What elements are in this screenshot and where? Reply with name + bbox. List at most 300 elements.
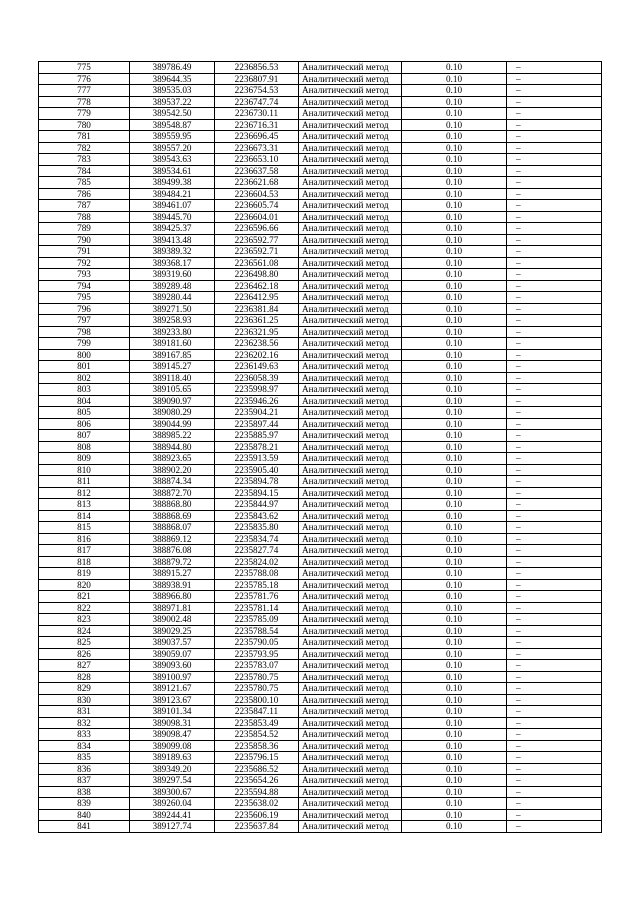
y-coordinate-cell: 2235800.10	[215, 694, 299, 706]
point-number-cell: 815	[39, 522, 130, 534]
y-coordinate-cell: 2235594.88	[215, 786, 299, 798]
point-number-cell: 836	[39, 763, 130, 775]
table-row	[39, 108, 602, 120]
y-coordinate-cell: 2236605.74	[215, 200, 299, 212]
extra-cell: –	[507, 372, 602, 384]
extra-cell: –	[507, 637, 602, 649]
point-number-cell: 813	[39, 499, 130, 511]
accuracy-cell: 0.10	[402, 269, 507, 281]
point-number-cell: 832	[39, 717, 130, 729]
y-coordinate-cell: 2235834.74	[215, 533, 299, 545]
x-coordinate-cell: 389090.97	[130, 395, 215, 407]
table-row	[39, 522, 602, 534]
table-row	[39, 602, 602, 614]
y-coordinate-cell: 2236592.71	[215, 246, 299, 258]
extra-cell: –	[507, 338, 602, 350]
extra-cell: –	[507, 464, 602, 476]
y-coordinate-cell: 2235904.21	[215, 407, 299, 419]
accuracy-cell: 0.10	[402, 62, 507, 74]
point-number-cell: 826	[39, 648, 130, 660]
accuracy-cell: 0.10	[402, 119, 507, 131]
point-number-cell: 841	[39, 821, 130, 833]
table-row	[39, 821, 602, 833]
point-number-cell: 779	[39, 108, 130, 120]
table-row	[39, 223, 602, 235]
extra-cell: –	[507, 522, 602, 534]
accuracy-cell: 0.10	[402, 660, 507, 672]
x-coordinate-cell: 389118.40	[130, 372, 215, 384]
extra-cell: –	[507, 798, 602, 810]
extra-cell: –	[507, 568, 602, 580]
y-coordinate-cell: 2235946.26	[215, 395, 299, 407]
extra-cell: –	[507, 533, 602, 545]
accuracy-cell: 0.10	[402, 775, 507, 787]
accuracy-cell: 0.10	[402, 729, 507, 741]
table-row	[39, 591, 602, 603]
x-coordinate-cell: 389145.27	[130, 361, 215, 373]
method-cell: Аналитический метод	[299, 763, 402, 775]
x-coordinate-cell: 389559.95	[130, 131, 215, 143]
accuracy-cell: 0.10	[402, 694, 507, 706]
y-coordinate-cell: 2235897.44	[215, 418, 299, 430]
point-number-cell: 833	[39, 729, 130, 741]
method-cell: Аналитический метод	[299, 809, 402, 821]
x-coordinate-cell: 389037.57	[130, 637, 215, 649]
x-coordinate-cell: 389167.85	[130, 349, 215, 361]
method-cell: Аналитический метод	[299, 568, 402, 580]
table-row	[39, 200, 602, 212]
y-coordinate-cell: 2236653.10	[215, 154, 299, 166]
extra-cell: –	[507, 384, 602, 396]
table-row	[39, 441, 602, 453]
x-coordinate-cell: 389534.61	[130, 165, 215, 177]
point-number-cell: 788	[39, 211, 130, 223]
x-coordinate-cell: 389445.70	[130, 211, 215, 223]
x-coordinate-cell: 389260.04	[130, 798, 215, 810]
y-coordinate-cell: 2235654.26	[215, 775, 299, 787]
table-row	[39, 487, 602, 499]
accuracy-cell: 0.10	[402, 349, 507, 361]
y-coordinate-cell: 2235790.05	[215, 637, 299, 649]
x-coordinate-cell: 389105.65	[130, 384, 215, 396]
y-coordinate-cell: 2235844.97	[215, 499, 299, 511]
y-coordinate-cell: 2235894.78	[215, 476, 299, 488]
x-coordinate-cell: 389297.54	[130, 775, 215, 787]
x-coordinate-cell: 389059.07	[130, 648, 215, 660]
table-row	[39, 395, 602, 407]
y-coordinate-cell: 2235878.21	[215, 441, 299, 453]
table-row	[39, 545, 602, 557]
point-number-cell: 805	[39, 407, 130, 419]
accuracy-cell: 0.10	[402, 85, 507, 97]
table-row	[39, 533, 602, 545]
method-cell: Аналитический метод	[299, 384, 402, 396]
table-row	[39, 717, 602, 729]
x-coordinate-cell: 389044.99	[130, 418, 215, 430]
x-coordinate-cell: 389271.50	[130, 303, 215, 315]
extra-cell: –	[507, 73, 602, 85]
y-coordinate-cell: 2236238.56	[215, 338, 299, 350]
extra-cell: –	[507, 62, 602, 74]
x-coordinate-cell: 389258.93	[130, 315, 215, 327]
point-number-cell: 835	[39, 752, 130, 764]
x-coordinate-cell: 389557.20	[130, 142, 215, 154]
y-coordinate-cell: 2236604.01	[215, 211, 299, 223]
accuracy-cell: 0.10	[402, 303, 507, 315]
method-cell: Аналитический метод	[299, 786, 402, 798]
y-coordinate-cell: 2236498.80	[215, 269, 299, 281]
method-cell: Аналитический метод	[299, 671, 402, 683]
x-coordinate-cell: 389189.63	[130, 752, 215, 764]
x-coordinate-cell: 389413.48	[130, 234, 215, 246]
table-row	[39, 763, 602, 775]
accuracy-cell: 0.10	[402, 510, 507, 522]
point-number-cell: 814	[39, 510, 130, 522]
point-number-cell: 821	[39, 591, 130, 603]
point-number-cell: 811	[39, 476, 130, 488]
extra-cell: –	[507, 476, 602, 488]
accuracy-cell: 0.10	[402, 809, 507, 821]
x-coordinate-cell: 389289.48	[130, 280, 215, 292]
accuracy-cell: 0.10	[402, 602, 507, 614]
y-coordinate-cell: 2236321.95	[215, 326, 299, 338]
point-number-cell: 798	[39, 326, 130, 338]
method-cell: Аналитический метод	[299, 637, 402, 649]
method-cell: Аналитический метод	[299, 280, 402, 292]
extra-cell: –	[507, 729, 602, 741]
extra-cell: –	[507, 326, 602, 338]
method-cell: Аналитический метод	[299, 108, 402, 120]
accuracy-cell: 0.10	[402, 648, 507, 660]
accuracy-cell: 0.10	[402, 372, 507, 384]
y-coordinate-cell: 2235780.75	[215, 671, 299, 683]
method-cell: Аналитический метод	[299, 257, 402, 269]
accuracy-cell: 0.10	[402, 73, 507, 85]
x-coordinate-cell: 389548.87	[130, 119, 215, 131]
extra-cell: –	[507, 579, 602, 591]
extra-cell: –	[507, 602, 602, 614]
table-row	[39, 269, 602, 281]
method-cell: Аналитический метод	[299, 740, 402, 752]
accuracy-cell: 0.10	[402, 246, 507, 258]
extra-cell: –	[507, 200, 602, 212]
point-number-cell: 809	[39, 453, 130, 465]
accuracy-cell: 0.10	[402, 361, 507, 373]
accuracy-cell: 0.10	[402, 545, 507, 557]
extra-cell: –	[507, 671, 602, 683]
y-coordinate-cell: 2236462.18	[215, 280, 299, 292]
accuracy-cell: 0.10	[402, 625, 507, 637]
extra-cell: –	[507, 407, 602, 419]
point-number-cell: 806	[39, 418, 130, 430]
accuracy-cell: 0.10	[402, 821, 507, 833]
table-row	[39, 234, 602, 246]
table-row	[39, 188, 602, 200]
table-row	[39, 614, 602, 626]
extra-cell: –	[507, 441, 602, 453]
method-cell: Аналитический метод	[299, 418, 402, 430]
table-row	[39, 292, 602, 304]
table-row	[39, 510, 602, 522]
y-coordinate-cell: 2236592.77	[215, 234, 299, 246]
extra-cell: –	[507, 246, 602, 258]
accuracy-cell: 0.10	[402, 154, 507, 166]
table-row	[39, 246, 602, 258]
x-coordinate-cell: 388902.20	[130, 464, 215, 476]
x-coordinate-cell: 389368.17	[130, 257, 215, 269]
point-number-cell: 829	[39, 683, 130, 695]
y-coordinate-cell: 2235781.14	[215, 602, 299, 614]
table-row	[39, 303, 602, 315]
table-row	[39, 418, 602, 430]
extra-cell: –	[507, 706, 602, 718]
accuracy-cell: 0.10	[402, 487, 507, 499]
point-number-cell: 777	[39, 85, 130, 97]
x-coordinate-cell: 389300.67	[130, 786, 215, 798]
point-number-cell: 810	[39, 464, 130, 476]
table-row	[39, 85, 602, 97]
y-coordinate-cell: 2235637.84	[215, 821, 299, 833]
y-coordinate-cell: 2235854.52	[215, 729, 299, 741]
point-number-cell: 819	[39, 568, 130, 580]
accuracy-cell: 0.10	[402, 326, 507, 338]
accuracy-cell: 0.10	[402, 556, 507, 568]
extra-cell: –	[507, 177, 602, 189]
x-coordinate-cell: 389543.63	[130, 154, 215, 166]
point-number-cell: 793	[39, 269, 130, 281]
x-coordinate-cell: 389484.21	[130, 188, 215, 200]
table-row	[39, 786, 602, 798]
y-coordinate-cell: 2236754.53	[215, 85, 299, 97]
method-cell: Аналитический метод	[299, 372, 402, 384]
extra-cell: –	[507, 188, 602, 200]
point-number-cell: 839	[39, 798, 130, 810]
y-coordinate-cell: 2235824.02	[215, 556, 299, 568]
table-row	[39, 752, 602, 764]
table-row	[39, 119, 602, 131]
x-coordinate-cell: 389101.34	[130, 706, 215, 718]
point-number-cell: 803	[39, 384, 130, 396]
y-coordinate-cell: 2235780.75	[215, 683, 299, 695]
accuracy-cell: 0.10	[402, 280, 507, 292]
method-cell: Аналитический метод	[299, 142, 402, 154]
y-coordinate-cell: 2236361.25	[215, 315, 299, 327]
accuracy-cell: 0.10	[402, 453, 507, 465]
point-number-cell: 816	[39, 533, 130, 545]
table-row	[39, 683, 602, 695]
extra-cell: –	[507, 545, 602, 557]
y-coordinate-cell: 2236604.53	[215, 188, 299, 200]
y-coordinate-cell: 2235785.09	[215, 614, 299, 626]
table-row	[39, 280, 602, 292]
extra-cell: –	[507, 453, 602, 465]
extra-cell: –	[507, 556, 602, 568]
method-cell: Аналитический метод	[299, 303, 402, 315]
point-number-cell: 796	[39, 303, 130, 315]
method-cell: Аналитический метод	[299, 476, 402, 488]
y-coordinate-cell: 2236058.39	[215, 372, 299, 384]
y-coordinate-cell: 2235783.07	[215, 660, 299, 672]
accuracy-cell: 0.10	[402, 717, 507, 729]
point-number-cell: 834	[39, 740, 130, 752]
extra-cell: –	[507, 349, 602, 361]
y-coordinate-cell: 2235905.40	[215, 464, 299, 476]
method-cell: Аналитический метод	[299, 591, 402, 603]
method-cell: Аналитический метод	[299, 211, 402, 223]
method-cell: Аналитический метод	[299, 614, 402, 626]
accuracy-cell: 0.10	[402, 188, 507, 200]
point-number-cell: 818	[39, 556, 130, 568]
accuracy-cell: 0.10	[402, 108, 507, 120]
table-row	[39, 62, 602, 74]
x-coordinate-cell: 389127.74	[130, 821, 215, 833]
y-coordinate-cell: 2235835.80	[215, 522, 299, 534]
table-row	[39, 453, 602, 465]
method-cell: Аналитический метод	[299, 154, 402, 166]
method-cell: Аналитический метод	[299, 579, 402, 591]
method-cell: Аналитический метод	[299, 729, 402, 741]
x-coordinate-cell: 388868.07	[130, 522, 215, 534]
x-coordinate-cell: 389233.80	[130, 326, 215, 338]
table-row	[39, 349, 602, 361]
method-cell: Аналитический метод	[299, 453, 402, 465]
table-row	[39, 96, 602, 108]
x-coordinate-cell: 388879.72	[130, 556, 215, 568]
table-row	[39, 660, 602, 672]
accuracy-cell: 0.10	[402, 96, 507, 108]
x-coordinate-cell: 389389.32	[130, 246, 215, 258]
method-cell: Аналитический метод	[299, 487, 402, 499]
method-cell: Аналитический метод	[299, 533, 402, 545]
y-coordinate-cell: 2235686.52	[215, 763, 299, 775]
accuracy-cell: 0.10	[402, 315, 507, 327]
method-cell: Аналитический метод	[299, 660, 402, 672]
accuracy-cell: 0.10	[402, 384, 507, 396]
y-coordinate-cell: 2235827.74	[215, 545, 299, 557]
table-row	[39, 257, 602, 269]
x-coordinate-cell: 388872.70	[130, 487, 215, 499]
point-number-cell: 800	[39, 349, 130, 361]
method-cell: Аналитический метод	[299, 73, 402, 85]
method-cell: Аналитический метод	[299, 292, 402, 304]
y-coordinate-cell: 2235998.97	[215, 384, 299, 396]
table-row	[39, 694, 602, 706]
x-coordinate-cell: 389181.60	[130, 338, 215, 350]
x-coordinate-cell: 389093.60	[130, 660, 215, 672]
method-cell: Аналитический метод	[299, 315, 402, 327]
method-cell: Аналитический метод	[299, 694, 402, 706]
y-coordinate-cell: 2236747.74	[215, 96, 299, 108]
extra-cell: –	[507, 786, 602, 798]
point-number-cell: 786	[39, 188, 130, 200]
method-cell: Аналитический метод	[299, 545, 402, 557]
x-coordinate-cell: 389100.97	[130, 671, 215, 683]
point-number-cell: 837	[39, 775, 130, 787]
accuracy-cell: 0.10	[402, 740, 507, 752]
extra-cell: –	[507, 211, 602, 223]
y-coordinate-cell: 2236202.16	[215, 349, 299, 361]
table-row	[39, 798, 602, 810]
x-coordinate-cell: 388971.81	[130, 602, 215, 614]
point-number-cell: 787	[39, 200, 130, 212]
extra-cell: –	[507, 96, 602, 108]
method-cell: Аналитический метод	[299, 269, 402, 281]
y-coordinate-cell: 2235913.59	[215, 453, 299, 465]
accuracy-cell: 0.10	[402, 464, 507, 476]
x-coordinate-cell: 388868.69	[130, 510, 215, 522]
y-coordinate-cell: 2236730.11	[215, 108, 299, 120]
y-coordinate-cell: 2235606.19	[215, 809, 299, 821]
point-number-cell: 782	[39, 142, 130, 154]
accuracy-cell: 0.10	[402, 234, 507, 246]
method-cell: Аналитический метод	[299, 602, 402, 614]
point-number-cell: 776	[39, 73, 130, 85]
extra-cell: –	[507, 154, 602, 166]
table-row	[39, 637, 602, 649]
y-coordinate-cell: 2235785.18	[215, 579, 299, 591]
extra-cell: –	[507, 142, 602, 154]
y-coordinate-cell: 2235796.15	[215, 752, 299, 764]
accuracy-cell: 0.10	[402, 211, 507, 223]
table-row	[39, 131, 602, 143]
table-row	[39, 740, 602, 752]
x-coordinate-cell: 388915.27	[130, 568, 215, 580]
table-row	[39, 142, 602, 154]
x-coordinate-cell: 389499.38	[130, 177, 215, 189]
accuracy-cell: 0.10	[402, 338, 507, 350]
accuracy-cell: 0.10	[402, 798, 507, 810]
x-coordinate-cell: 388966.80	[130, 591, 215, 603]
extra-cell: –	[507, 430, 602, 442]
accuracy-cell: 0.10	[402, 614, 507, 626]
extra-cell: –	[507, 499, 602, 511]
accuracy-cell: 0.10	[402, 257, 507, 269]
extra-cell: –	[507, 303, 602, 315]
method-cell: Аналитический метод	[299, 648, 402, 660]
accuracy-cell: 0.10	[402, 786, 507, 798]
y-coordinate-cell: 2235638.02	[215, 798, 299, 810]
extra-cell: –	[507, 614, 602, 626]
accuracy-cell: 0.10	[402, 418, 507, 430]
x-coordinate-cell: 388944.80	[130, 441, 215, 453]
accuracy-cell: 0.10	[402, 200, 507, 212]
extra-cell: –	[507, 740, 602, 752]
method-cell: Аналитический метод	[299, 706, 402, 718]
method-cell: Аналитический метод	[299, 798, 402, 810]
table-row	[39, 729, 602, 741]
extra-cell: –	[507, 683, 602, 695]
extra-cell: –	[507, 418, 602, 430]
extra-cell: –	[507, 119, 602, 131]
extra-cell: –	[507, 280, 602, 292]
method-cell: Аналитический метод	[299, 96, 402, 108]
x-coordinate-cell: 388876.08	[130, 545, 215, 557]
extra-cell: –	[507, 361, 602, 373]
method-cell: Аналитический метод	[299, 177, 402, 189]
x-coordinate-cell: 389029.25	[130, 625, 215, 637]
accuracy-cell: 0.10	[402, 142, 507, 154]
table-row	[39, 326, 602, 338]
extra-cell: –	[507, 257, 602, 269]
method-cell: Аналитический метод	[299, 775, 402, 787]
method-cell: Аналитический метод	[299, 395, 402, 407]
extra-cell: –	[507, 131, 602, 143]
x-coordinate-cell: 389098.47	[130, 729, 215, 741]
accuracy-cell: 0.10	[402, 476, 507, 488]
y-coordinate-cell: 2235793.95	[215, 648, 299, 660]
method-cell: Аналитический метод	[299, 522, 402, 534]
extra-cell: –	[507, 269, 602, 281]
